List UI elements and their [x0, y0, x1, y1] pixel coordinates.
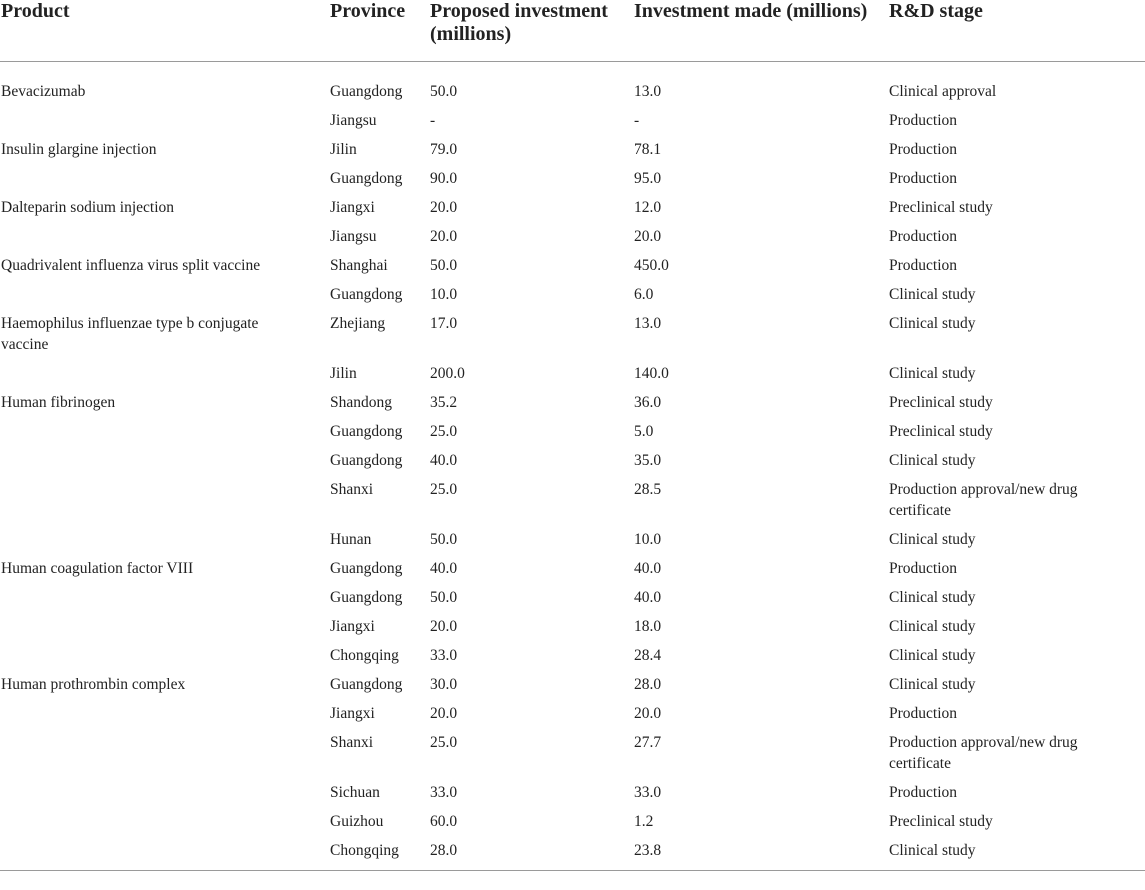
rd-stage-cell: Production [889, 560, 958, 577]
proposed-investment-cell: 50.0 [430, 257, 458, 274]
province-cell: Shanghai [330, 257, 388, 274]
rd-stage-cell: Clinical study [889, 315, 976, 332]
proposed-investment-cell: 50.0 [430, 589, 458, 606]
rd-stage-cell: Production approval/new drug certificate [889, 481, 1078, 519]
table-row [0, 77, 1145, 106]
province-cell: Jiangxi [330, 618, 375, 635]
header-rd-stage: R&D stage [889, 0, 1145, 62]
table-row [0, 417, 1145, 446]
investment-made-cell: 36.0 [634, 394, 662, 411]
proposed-investment-cell: 35.2 [430, 394, 458, 411]
proposed-investment-cell: 25.0 [430, 734, 458, 751]
investment-made-cell: 27.7 [634, 734, 662, 751]
proposed-investment-cell: 60.0 [430, 813, 458, 830]
proposed-investment-cell: 50.0 [430, 531, 458, 548]
table-row [0, 778, 1145, 807]
province-cell: Hunan [330, 531, 372, 548]
rd-stage-cell: Production [889, 170, 958, 187]
table-row [0, 280, 1145, 309]
province-cell: Guangdong [330, 83, 403, 100]
table-row [0, 359, 1145, 388]
investment-made-cell: 28.5 [634, 481, 662, 498]
province-cell: Jiangsu [330, 112, 377, 129]
investment-made-cell: 40.0 [634, 589, 662, 606]
product-cell [0, 164, 330, 193]
investment-made-cell: 6.0 [634, 286, 654, 303]
product-cell: Dalteparin sodium injection [1, 199, 175, 216]
product-cell: Haemophilus influenzae type b conjugate vaccine [1, 315, 259, 353]
product-cell: Human fibrinogen [1, 394, 116, 411]
province-cell: Guangdong [330, 589, 403, 606]
investment-made-cell: 78.1 [634, 141, 662, 158]
province-cell: Zhejiang [330, 315, 386, 332]
investment-made-cell: 40.0 [634, 560, 662, 577]
proposed-investment-cell: 33.0 [430, 784, 458, 801]
province-cell: Jiangxi [330, 705, 375, 722]
rd-stage-cell: Clinical study [889, 286, 976, 303]
province-cell: Shanxi [330, 734, 374, 751]
table-row [0, 641, 1145, 670]
product-cell [0, 359, 330, 388]
province-cell: Shandong [330, 394, 392, 411]
product-cell [0, 446, 330, 475]
province-cell: Guangdong [330, 560, 403, 577]
province-cell: Jiangxi [330, 199, 375, 216]
table-row [0, 222, 1145, 251]
investment-made-cell: 35.0 [634, 452, 662, 469]
table-row [0, 807, 1145, 836]
investment-made-cell: 450.0 [634, 257, 669, 274]
table-row [0, 554, 1145, 583]
proposed-investment-cell: 20.0 [430, 228, 458, 245]
table-row [0, 446, 1145, 475]
investment-made-cell: 28.4 [634, 647, 662, 664]
province-cell: Chongqing [330, 647, 399, 664]
rd-stage-cell: Preclinical study [889, 423, 993, 440]
proposed-investment-cell: 20.0 [430, 705, 458, 722]
rd-stage-cell: Clinical study [889, 647, 976, 664]
table-row [0, 525, 1145, 554]
rd-stage-cell: Preclinical study [889, 813, 993, 830]
proposed-investment-cell: 25.0 [430, 423, 458, 440]
table-row [0, 193, 1145, 222]
proposed-investment-cell: - [430, 112, 436, 129]
province-cell: Guangdong [330, 286, 403, 303]
header-proposed-investment: Proposed investment (millions) [430, 0, 634, 62]
table-row [0, 836, 1145, 871]
province-cell: Jilin [330, 141, 357, 158]
investment-made-cell: 10.0 [634, 531, 662, 548]
investment-made-cell: 33.0 [634, 784, 662, 801]
table-row [0, 164, 1145, 193]
rd-stage-cell: Production [889, 112, 958, 129]
product-cell [0, 778, 330, 807]
header-province: Province [330, 0, 430, 62]
header-row [0, 0, 1145, 62]
rd-stage-cell: Clinical study [889, 618, 976, 635]
product-cell [0, 641, 330, 670]
investment-made-cell: 1.2 [634, 813, 654, 830]
investment-made-cell: 23.8 [634, 836, 889, 871]
investment-made-cell: - [634, 112, 640, 129]
table-row [0, 699, 1145, 728]
province-cell: Guangdong [330, 423, 403, 440]
province-cell: Guangdong [330, 452, 403, 469]
province-cell: Jilin [330, 365, 357, 382]
product-cell: Insulin glargine injection [1, 141, 157, 158]
rd-stage-cell: Clinical study [889, 531, 976, 548]
rd-stage-cell: Clinical approval [889, 83, 997, 100]
investment-made-cell: 95.0 [634, 170, 662, 187]
table-body [0, 77, 1145, 871]
investment-made-cell: 5.0 [634, 423, 654, 440]
proposed-investment-cell: 90.0 [430, 170, 458, 187]
table-row [0, 388, 1145, 417]
product-cell [0, 525, 330, 554]
table-row [0, 106, 1145, 135]
product-cell [0, 222, 330, 251]
product-cell: Bevacizumab [1, 83, 86, 100]
header-investment-made: Investment made (millions) [634, 0, 889, 62]
province-cell: Guizhou [330, 813, 384, 830]
product-cell [0, 699, 330, 728]
investment-made-cell: 12.0 [634, 199, 662, 216]
table-row [0, 475, 1145, 525]
header-product: Product [0, 0, 330, 62]
table-row [0, 583, 1145, 612]
proposed-investment-cell: 10.0 [430, 286, 458, 303]
product-cell [0, 475, 330, 525]
proposed-investment-cell: 33.0 [430, 647, 458, 664]
province-cell: Chongqing [330, 836, 430, 871]
rd-stage-cell: Clinical study [889, 836, 1145, 871]
table-row [0, 309, 1145, 359]
product-cell [0, 836, 330, 871]
product-cell [0, 417, 330, 446]
investment-made-cell: 140.0 [634, 365, 669, 382]
proposed-investment-cell: 50.0 [430, 83, 458, 100]
rd-stage-cell: Production [889, 228, 958, 245]
proposed-investment-cell: 20.0 [430, 199, 458, 216]
investment-made-cell: 13.0 [634, 83, 662, 100]
rd-stage-cell: Preclinical study [889, 394, 993, 411]
rd-stage-cell: Clinical study [889, 365, 976, 382]
product-cell: Human coagulation factor VIII [1, 560, 194, 577]
product-cell [0, 583, 330, 612]
province-cell: Sichuan [330, 784, 380, 801]
proposed-investment-cell: 40.0 [430, 452, 458, 469]
rd-stage-cell: Production [889, 257, 958, 274]
product-cell: Quadrivalent influenza virus split vaccine [1, 257, 261, 274]
rd-stage-cell: Production [889, 784, 958, 801]
investment-made-cell: 18.0 [634, 618, 662, 635]
table-row [0, 251, 1145, 280]
rd-stage-cell: Clinical study [889, 452, 976, 469]
proposed-investment-cell: 20.0 [430, 618, 458, 635]
rd-stage-cell: Production [889, 705, 958, 722]
rd-stage-cell: Clinical study [889, 676, 976, 693]
product-cell [0, 728, 330, 778]
proposed-investment-cell: 79.0 [430, 141, 458, 158]
rd-stage-cell: Preclinical study [889, 199, 993, 216]
product-cell [0, 106, 330, 135]
investment-made-cell: 20.0 [634, 705, 662, 722]
rd-stage-cell: Production [889, 141, 958, 158]
investment-made-cell: 28.0 [634, 676, 662, 693]
proposed-investment-cell: 30.0 [430, 676, 458, 693]
table-row [0, 612, 1145, 641]
proposed-investment-cell: 28.0 [430, 836, 634, 871]
investment-made-cell: 20.0 [634, 228, 662, 245]
proposed-investment-cell: 40.0 [430, 560, 458, 577]
proposed-investment-cell: 17.0 [430, 315, 458, 332]
province-cell: Guangdong [330, 170, 403, 187]
proposed-investment-cell: 25.0 [430, 481, 458, 498]
province-cell: Shanxi [330, 481, 374, 498]
proposed-investment-cell: 200.0 [430, 365, 465, 382]
rd-stage-cell: Clinical study [889, 589, 976, 606]
investment-made-cell: 13.0 [634, 315, 662, 332]
rd-stage-cell: Production approval/new drug certificate [889, 734, 1078, 772]
product-cell [0, 612, 330, 641]
table-row [0, 135, 1145, 164]
product-cell [0, 807, 330, 836]
product-cell [0, 280, 330, 309]
table-row [0, 728, 1145, 778]
table-row [0, 670, 1145, 699]
province-cell: Jiangsu [330, 228, 377, 245]
province-cell: Guangdong [330, 676, 403, 693]
product-cell: Human prothrombin complex [1, 676, 186, 693]
